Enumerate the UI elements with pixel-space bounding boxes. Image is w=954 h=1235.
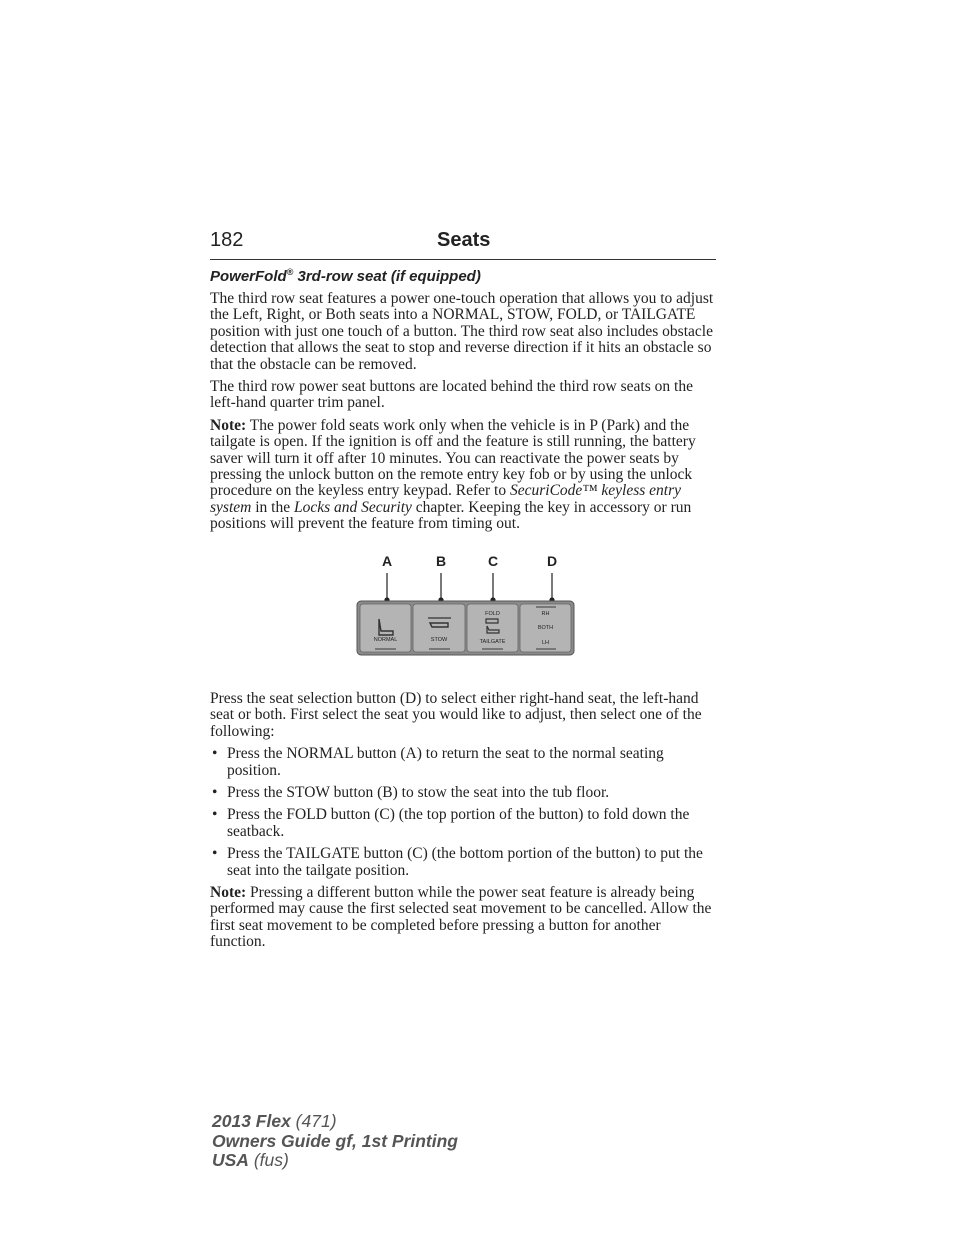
instructions-text-block <box>210 691 718 957</box>
callout-d: D <box>546 553 558 569</box>
heading-rest: 3rd-row seat (if equipped) <box>293 268 481 285</box>
section-heading <box>210 267 481 285</box>
list-item: • Press the NORMAL button (A) to return the seat to the normal seating position. <box>210 746 718 779</box>
note-text-c: chapter. Keeping the key in accessory or run positions will prevent the feature from timing out. <box>210 498 692 533</box>
fold-tailgate-button <box>467 604 518 652</box>
button-instructions-list <box>210 746 718 879</box>
footer-line-guide: Owners Guide gf, 1st Printing <box>212 1130 458 1151</box>
list-item: • Press the STOW button (B) to stow the seat into the tub floor. <box>210 785 718 801</box>
note-label: Note: <box>210 884 247 902</box>
paragraph-seat-selection: Press the seat selection button (D) to select either right-hand seat, the left-hand seat or both. First select the seat you would like to adjust, then select one of the following: <box>210 690 702 740</box>
both-label: BOTH <box>537 625 554 631</box>
normal-label: NORMAL <box>373 637 398 643</box>
note-text: Pressing a different button while the power seat feature is already being performed may cause the first selected seat movement to be cancelled. Allow the first seat movement to be completed before pressing a button for another function. <box>210 884 712 951</box>
paragraph-location: The third row power seat buttons are located behind the third row seats on the left-hand quarter trim panel. <box>210 378 693 412</box>
stow-label: STOW <box>430 637 448 643</box>
heading-registered-mark: ® <box>286 267 294 277</box>
list-item: • Press the FOLD button (C) (the top portion of the button) to fold down the seatback. <box>210 807 718 840</box>
callout-c: C <box>487 553 499 569</box>
note-different-button <box>210 885 718 951</box>
tailgate-label: TAILGATE <box>479 639 506 645</box>
header-divider <box>210 259 716 260</box>
normal-button <box>360 604 411 652</box>
callout-b: B <box>435 553 447 569</box>
callout-a: A <box>381 553 393 569</box>
seat-button-panel-figure <box>355 551 577 657</box>
heading-brand: PowerFold <box>210 268 287 285</box>
seat-select-button <box>520 604 571 652</box>
note-label: Note: <box>210 416 247 434</box>
note-power-fold <box>210 418 718 533</box>
page-number: 182 <box>210 229 244 251</box>
note-ref-securicode: SecuriCode™ keyless entry system <box>210 482 681 516</box>
footer-line-model: 2013 Flex (471) <box>212 1111 337 1131</box>
intro-text-block <box>210 291 718 539</box>
paragraph-features: The third row seat features a power one-touch operation that allows you to adjust the Left, Right, or Both seats into a NORMAL, STOW, FOLD, or TAILGATE position with just one touch of a button. The third row seat also includes obstacle detection that allows the seat to stop and reverse direction if it hits an obstacle so that the obstacle can be removed. <box>210 290 714 373</box>
note-ref-locks-chapter: Locks and Security <box>293 498 412 516</box>
footer-edition-info <box>212 1112 458 1171</box>
rh-label: RH <box>541 611 550 617</box>
footer-line-market: USA (fus) <box>212 1150 289 1170</box>
note-text-a: The power fold seats work only when the vehicle is in P (Park) and the tailgate is open. If the ignition is off and the feature is still running, the battery saver will turn it off after 10 minutes. You can reactivate the power seats by pressing the unlock button on the remote entry key fob or by using the unlock procedure on the keyless entry keypad. Refer to <box>210 416 696 500</box>
note-text-b: in the <box>251 498 294 516</box>
list-item: • Press the TAILGATE button (C) (the bottom portion of the button) to put the seat into the tailgate position. <box>210 846 718 879</box>
chapter-title: Seats <box>437 229 491 251</box>
fold-label: FOLD <box>485 611 500 617</box>
stow-button <box>413 604 465 652</box>
lh-label: LH <box>541 640 550 646</box>
